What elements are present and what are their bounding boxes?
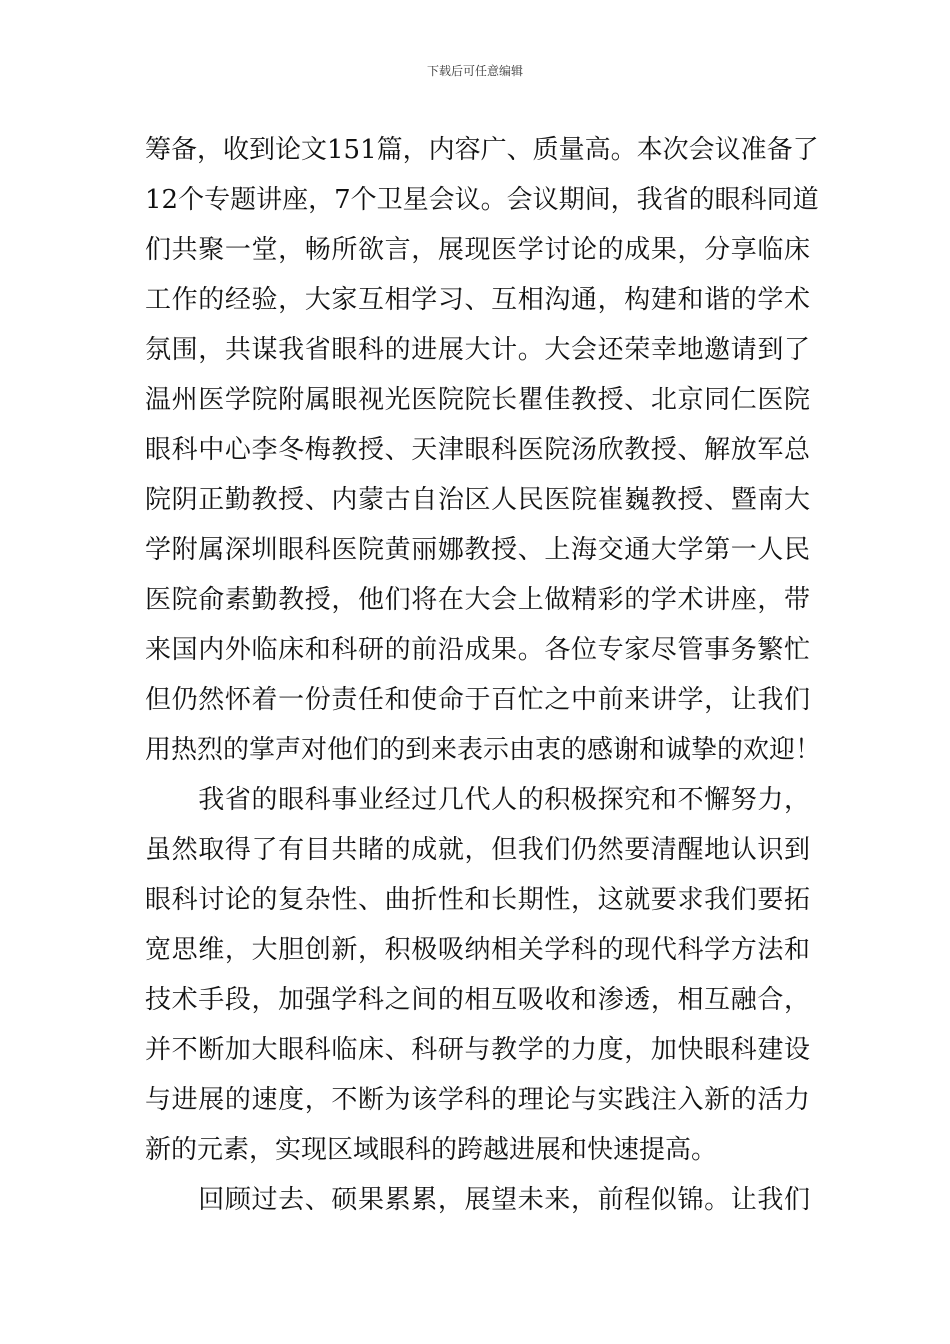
text-line: 用热烈的掌声对他们的到来表示由衷的感谢和诚挚的欢迎！ xyxy=(145,735,822,765)
text-line: 院阴正勤教授、内蒙古自治区人民医院崔巍教授、暨南大 xyxy=(145,485,810,515)
text-line: 学附属深圳眼科医院黄丽娜教授、上海交通大学第一人民 xyxy=(145,535,810,565)
page-header: 下载后可任意编辑 xyxy=(426,64,523,78)
text-line: 温州医学院附属眼视光医院院长瞿佳教授、北京同仁医院 xyxy=(145,385,810,415)
text-line: 氛围，共谋我省眼科的进展大计。大会还荣幸地邀请到了 xyxy=(145,335,810,365)
document-body xyxy=(145,130,822,1230)
text-line: 12个专题讲座，7个卫星会议。会议期间，我省的眼科同道 xyxy=(145,185,819,215)
text-line: 眼科讨论的复杂性、曲折性和长期性，这就要求我们要拓 xyxy=(145,885,810,915)
text-line: 并不断加大眼科临床、科研与教学的力度，加快眼科建设 xyxy=(145,1035,810,1065)
text-line: 工作的经验，大家互相学习、互相沟通，构建和谐的学术 xyxy=(145,285,810,315)
text-line: 虽然取得了有目共睹的成就，但我们仍然要清醒地认识到 xyxy=(145,835,810,865)
text-line: 新的元素，实现区域眼科的跨越进展和快速提高。 xyxy=(145,1135,718,1165)
text-line: 们共聚一堂，畅所欲言，展现医学讨论的成果，分享临床 xyxy=(145,235,810,265)
text-line: 眼科中心李冬梅教授、天津眼科医院汤欣教授、解放军总 xyxy=(145,435,810,465)
text-line: 来国内外临床和科研的前沿成果。各位专家尽管事务繁忙 xyxy=(145,635,810,665)
text-line: 技术手段，加强学科之间的相互吸收和渗透，相互融合， xyxy=(145,985,810,1015)
text-line: 但仍然怀着一份责任和使命于百忙之中前来讲学，让我们 xyxy=(145,685,810,715)
text-line: 宽思维，大胆创新，积极吸纳相关学科的现代科学方法和 xyxy=(145,935,810,965)
text-line: 回顾过去、硕果累累，展望未来，前程似锦。让我们 xyxy=(145,1185,810,1215)
text-line: 我省的眼科事业经过几代人的积极探究和不懈努力， xyxy=(145,785,810,815)
text-line: 与进展的速度，不断为该学科的理论与实践注入新的活力 xyxy=(145,1085,810,1115)
text-line: 医院俞素勤教授，他们将在大会上做精彩的学术讲座，带 xyxy=(145,585,810,615)
text-line: 筹备，收到论文151篇，内容广、质量高。本次会议准备了 xyxy=(145,135,819,165)
